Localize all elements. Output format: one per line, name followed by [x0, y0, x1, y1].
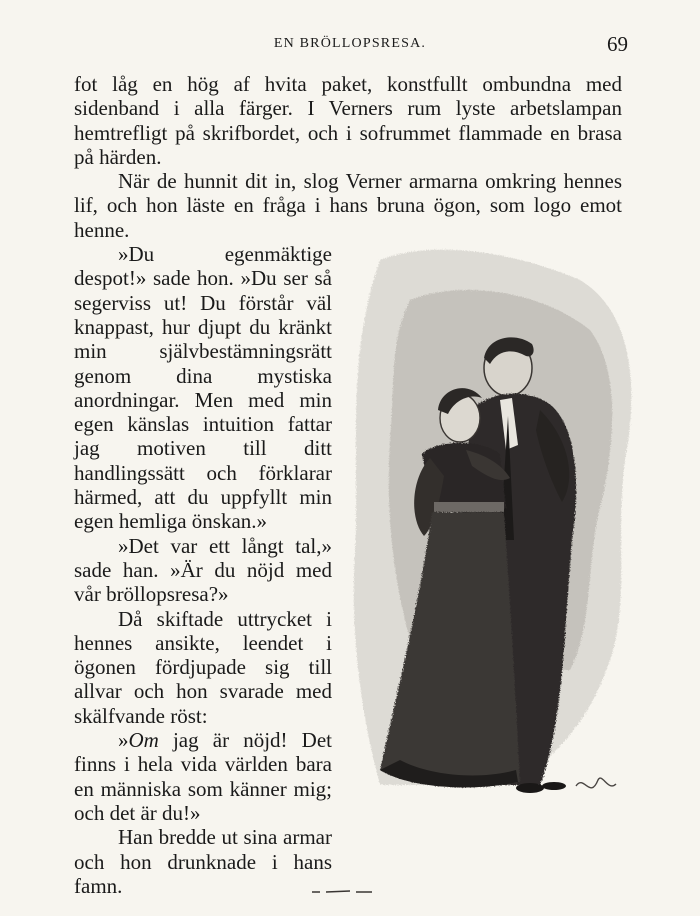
paragraph: »Du egenmäktige despot!» sade hon. »Du ser så segerviss ut! Du förstår väl knappast, hur djupt du kränkt min självbestämningsrätt genom dina mystiska anordningar. Men med min egen känslas intuition fattar jag motiven till ditt handlingssätt och förklarar härmed, att du uppfyllt min egen hemliga önskan.» [74, 242, 332, 534]
paragraph: fot låg en hög af hvita paket, konstfullt ombundna med sidenband i alla färger. I Verners rum lyste arbetslampan hemtrefligt på skrifbordet, och i sofrummet flammade en brasa på härden. [74, 72, 622, 169]
paragraph: När de hunnit dit in, slog Verner armarna omkring hennes lif, och hon läste en fråga i hans bruna ögon, som logo emot henne. [74, 169, 622, 242]
page-number: 69 [607, 32, 628, 56]
quote-rest: jag är nöjd! Det finns i hela vida världen bara en människa som känner mig; och det är du!» [74, 728, 332, 825]
paragraph: »Det var ett långt tal,» sade han. »Är du nöjd med vår bröllopsresa?» [74, 533, 332, 607]
page-header [72, 32, 628, 60]
paragraph: Han bredde ut sina armar och hon drunknade i hans famn. [74, 825, 332, 898]
quote-open: » [118, 728, 129, 753]
emphasized-word: Om [128, 728, 159, 753]
full-width-text [74, 72, 622, 242]
paragraph: Då skiftade uttrycket i hennes ansikte, leendet i ögonen fördjupade sig till allvar och hon svarade med skälfvande röst: [74, 606, 332, 728]
couple-embracing-illustration-icon [340, 240, 640, 815]
bottom-dash-mark-icon [310, 888, 390, 896]
running-head: EN BRÖLLOPSRESA. [273, 36, 427, 51]
paragraph [74, 728, 332, 825]
